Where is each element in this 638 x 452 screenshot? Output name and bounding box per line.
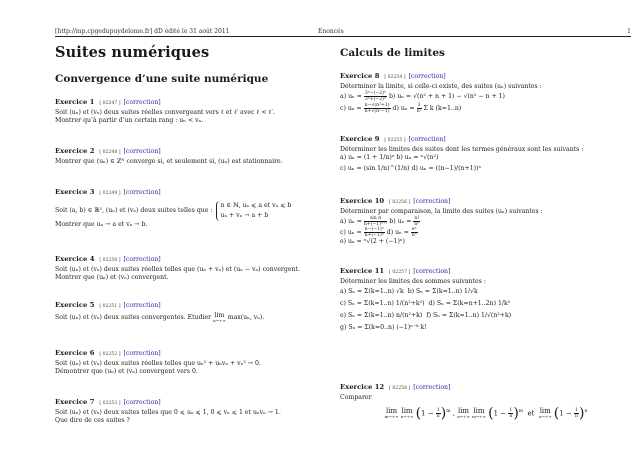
item-e: e) uₙ = ⁿ√(2 + (−1)ⁿ) [340,238,405,245]
correction-link[interactable]: [correction] [123,99,161,106]
exercise-text: Déterminer la limite, si celle-ci existe, des suites (uₙ) suivantes : [340,82,542,90]
exercise-title: Exercice 11 [340,267,385,275]
exercise-text: Démontrer que (uₙ) et (vₙ) convergent vers 0. [55,368,198,375]
exercise-text: Déterminer par comparaison, la limite des suites (uₙ) suivantes : [340,207,543,215]
limit-operator: lim n→+∞ [213,311,226,323]
correction-link[interactable]: [correction] [123,189,161,196]
exercise-id: [ 02251 ] [99,304,121,309]
exercise-id: [ 02247 ] [99,101,121,106]
fraction: $\frac{n!}{\text{nⁿ}}$ [414,216,420,227]
equation-system [216,201,291,221]
exercise-title: Exercice 8 [340,72,380,80]
subsection-title: Convergence d’une suite numérique [55,73,269,85]
exercise-id: [ 02254 ] [384,75,406,80]
exercise-id: [ 02257 ] [389,270,411,275]
sum-expression: Σ k (k=1..n) [423,105,462,112]
correction-link[interactable]: [correction] [123,350,161,357]
item-c: c) Sₙ = Σ(k=1..n) 1/(n²+k²) [340,300,425,307]
exercise-text: Soit (a, b) ∈ ℝ², (uₙ) et (vₙ) deux suites telles que : [55,206,213,214]
exercise-title: Exercice 9 [340,135,380,143]
exercise-text: Comparer [340,393,372,401]
exercise-title: Exercice 10 [340,197,385,205]
exercise-6 [55,349,327,377]
exercise-title: Exercice 2 [55,147,95,155]
page-number: 1 [627,28,631,35]
section-title: Calculs de limites [340,47,445,59]
item-d: d) uₙ = [386,229,409,236]
section-title: Suites numériques [55,44,210,61]
exercise-3 [55,188,327,229]
exercise-title: Exercice 7 [55,398,95,406]
exercise-title: Exercice 3 [55,188,95,196]
exercise-text: Soit (uₙ) et (vₙ) deux suites réelles telles que (uₙ + vₙ) et (uₙ − vₙ) convergent. [55,265,300,273]
exercise-8 [340,72,632,114]
exercise-7 [55,398,327,426]
exercise-5 [55,301,327,323]
exercise-1 [55,98,327,126]
correction-link[interactable]: [correction] [413,268,451,275]
limit-comparison: lim m→+∞ lim n→+∞ (1 − $\frac{1}{n}$ )$^m$ , lim n→+∞ lim m→+∞ (1 − $\frac{1}{n}$ )$^m$ et lim n→+∞ (1 − $\frac{1}{n}$ )$^n$ [384,405,588,422]
header-section: Enoncés [318,28,344,35]
fraction: $\frac{\text{eⁿ}}{\text{nⁿ}}$ [411,227,417,238]
exercise-12 [340,383,632,422]
exercise-text: Montrer que uₙ → a et vₙ → b. [55,220,148,228]
item-d: d) Sₙ = Σ(k=n+1..2n) 1/k² [428,300,511,307]
correction-link[interactable]: [correction] [123,302,161,309]
item-d: d) uₙ = ((n−1)/(n+1))ⁿ [411,164,482,172]
exercise-text: Soit (uₙ) et (vₙ) deux suites telles que 0 ⩽ uₙ ⩽ 1, 0 ⩽ vₙ ⩽ 1 et uₙvₙ → 1. [55,408,281,416]
header-source: [http://mp.cpgedupuydelome.fr] dD édité le 31 août 2011 [55,28,230,35]
exercise-title: Exercice 4 [55,255,95,263]
page-header [55,28,631,37]
item-a: a) Sₙ = Σ(k=1..n) √k [340,288,404,295]
correction-link[interactable]: [correction] [123,399,161,406]
exercise-11 [340,267,632,334]
exercise-text: Que dire de ces suites ? [55,417,130,424]
item-b: b) uₙ = ⁿ√(n²) [396,154,439,161]
exercise-id: [ 02249 ] [99,191,121,196]
exercise-id: [ 02256 ] [389,200,411,205]
exercise-id: [ 02252 ] [99,352,121,357]
exercise-text: Montrer que (uₙ) ∈ ℤᴺ converge si, et seulement si, (uₙ) est stationnaire. [55,157,283,165]
exercise-text: max(uₙ, vₙ). [227,313,265,321]
correction-link[interactable]: [correction] [123,148,161,155]
fraction: $\frac{\text{n−(−1)ⁿ}}{\text{n+(−1)ⁿ}}$ [364,227,384,238]
exercise-id: [ 02258 ] [389,386,411,391]
exercise-text: Soit (uₙ) et (vₙ) deux suites réelles telles que uₙ² + uₙvₙ + vₙ² → 0. [55,359,261,367]
exercise-title: Exercice 12 [340,383,385,391]
system-line: n ∈ ℕ, uₙ ⩽ a et vₙ ⩽ b [220,201,292,209]
item-e: e) Sₙ = Σ(k=1..n) n/(n²+k) [340,312,423,319]
exercise-id: [ 02253 ] [99,401,121,406]
exercise-2 [55,147,327,166]
item-c: c) uₙ = [340,229,362,236]
fraction: $\frac{1}{\text{n²}}$ [416,103,422,114]
correction-link[interactable]: [correction] [413,198,451,205]
item-g: g) Sₙ = Σ(k=0..n) (−1)ⁿ⁻ᵏ k! [340,324,427,331]
exercise-title: Exercice 1 [55,98,95,106]
item-a: a) uₙ = (1 + 1/n)ⁿ [340,154,395,161]
exercise-text: Soit (uₙ) et (vₙ) deux suites convergentes. Etudier [55,313,212,321]
exercise-10 [340,197,632,247]
item-b: b) uₙ = [389,218,412,225]
correction-link[interactable]: [correction] [123,256,161,263]
exercise-text: Déterminer les limites des sommes suivantes : [340,277,486,285]
exercise-9 [340,135,632,173]
exercise-id: [ 02248 ] [99,150,121,155]
correction-link[interactable]: [correction] [408,136,446,143]
exercise-text: Montrer qu’à partir d’un certain rang : uₙ < vₙ. [55,117,204,124]
exercise-4 [55,255,327,283]
exercise-text: Déterminer les limites des suites dont les termes généraux sont les suivants : [340,145,584,153]
item-a: a) uₙ = [340,218,362,225]
fraction: $\frac{\text{n−√(n²+1)}}{\text{n+√(n²−1)}}$ [364,103,390,114]
item-a: a) uₙ = [340,93,362,100]
fraction: $\frac{\text{sin n}}{\text{n+(−1)ⁿ⁺¹}}$ [363,216,388,227]
correction-link[interactable]: [correction] [413,384,451,391]
correction-link[interactable]: [correction] [408,73,446,80]
exercise-text: Montrer que (uₙ) et (vₙ) convergent. [55,274,169,281]
exercise-id: [ 02255 ] [384,138,406,143]
item-b: b) Sₙ = Σ(k=1..n) 1/√k [407,288,478,295]
exercise-text: Soit (uₙ) et (vₙ) deux suites réelles convergeant vers ℓ et ℓ′ avec ℓ < ℓ′. [55,108,275,116]
item-c: c) uₙ = (sin 1/n)^(1/n) [340,164,410,172]
exercise-title: Exercice 5 [55,301,95,309]
fraction: $\frac{\text{3ⁿ−(−2)ⁿ}}{\text{3ⁿ+(−2)ⁿ}}$ [364,91,386,102]
exercise-id: [ 02250 ] [99,258,121,263]
item-f: f) Sₙ = Σ(k=1..n) 1/√(n²+k) [426,312,512,319]
item-b: b) uₙ = √(n² + n + 1) − √(n² − n + 1) [388,93,505,100]
item-d: d) uₙ = [392,105,415,112]
system-line: uₙ + vₙ → a + b [220,211,269,219]
item-c: c) uₙ = [340,105,362,112]
exercise-title: Exercice 6 [55,349,95,357]
